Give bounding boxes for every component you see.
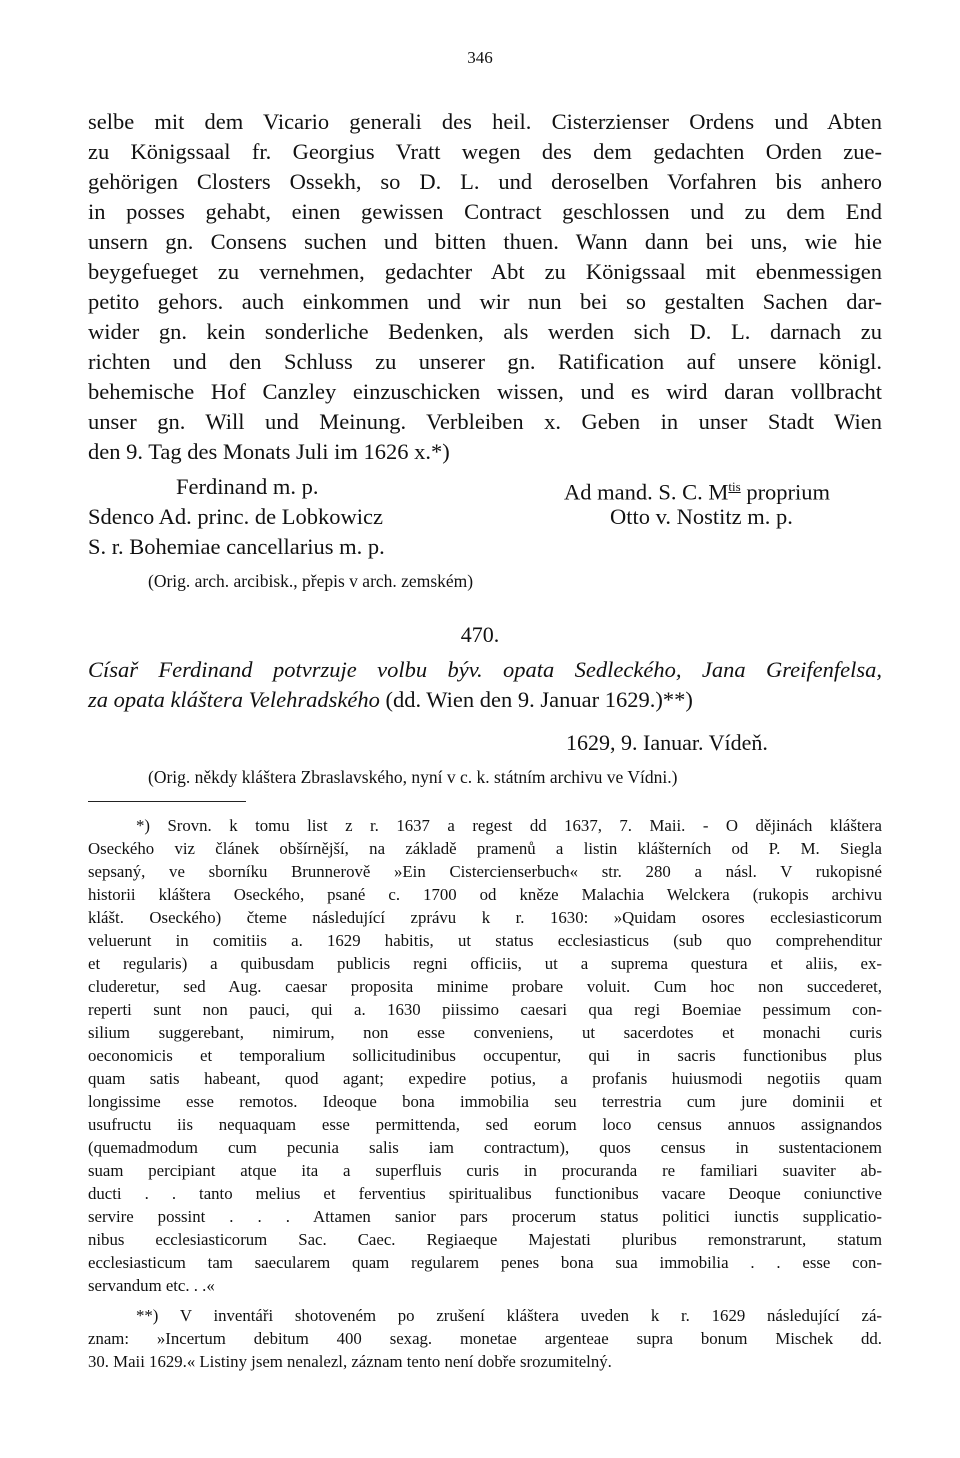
footnote-line: (quemadmodum cum pecunia salis iam contractum), quos census in sustentacionem [88, 1138, 882, 1157]
footnote-line: sepsaný, ve sborníku Brunnerově »Ein Cistercienserbuch« str. 280 a násl. V rukopisné [88, 862, 882, 881]
body-line: selbe mit dem Vicario generali des heil. Cisterzienser Ordens und Abten [88, 109, 882, 134]
document-date: 1629, 9. Ianuar. Vídeň. [566, 730, 768, 755]
footnote-line: servandum etc. . .« [88, 1276, 215, 1295]
orig-note-archive: (Orig. arch. arcibisk., přepis v arch. zemském) [148, 571, 474, 591]
body-line: den 9. Tag des Monats Juli im 1626 x.*) [88, 439, 450, 464]
document-title-italic: za opata kláštera Velehradského [88, 687, 380, 712]
orig-note-original: (Orig. někdy kláštera Zbraslavského, nyní v c. k. státním archivu ve Vídni.) [148, 767, 678, 787]
footnote-line: veluerunt in comitiis a. 1629 habitis, ut status ecclesiasticus (sub quo comprehenditur [88, 931, 882, 950]
body-line: behemische Hof Canzley einzuschicken wissen, und es wird daran vollbracht [88, 379, 882, 404]
footnote-line: ecclesiasticum tam saecularem quam regularem penes bona sua immobilia . . esse con- [88, 1253, 882, 1272]
footnote-line: znam: »Incertum debitum 400 sexag. monetae argenteae supra bonum Mischek dd. [88, 1329, 882, 1348]
body-line: unser gn. Will und Meinung. Verbleiben x. Geben in unser Stadt Wien [88, 409, 882, 434]
footnote-line: ducti . . tanto melius et ferventius spiritualibus functionibus vacare Deoque coniunctive [88, 1184, 882, 1203]
document-title-italic: Císař Ferdinand potvrzuje volbu býv. opata Sedleckého, Jana Greifenfelsa, [88, 657, 882, 682]
signature-ferdinand: Ferdinand m. p. [176, 474, 319, 499]
footnote-line: *) Srovn. k tomu list z r. 1637 a regest dd 1637, 7. Maii. - O dějinách kláštera [136, 816, 882, 835]
footnote-line: et regularis) a quibusdam publicis regni officiis, ut a suprema questura et aliis, ex- [88, 954, 882, 973]
footnote-line: historii kláštera Oseckého, psané c. 1700 od kněze Malachia Welckera (rukopis archivu [88, 885, 882, 904]
ad-mand-suffix: proprium [740, 479, 831, 505]
footnote-line: klášt. Oseckého) čteme následující zprávu k r. 1630: »Quidam osores ecclesiasticorum [88, 908, 882, 927]
signature-cancellarius: S. r. Bohemiae cancellarius m. p. [88, 534, 385, 559]
footnote-line: servire possint . . . Attamen sanior pars procerum status politici iunctis supplicatio- [88, 1207, 882, 1226]
body-line: beygefueget zu vernehmen, gedachter Abt zu Königssaal mit ebenmessigen [88, 259, 882, 284]
ad-mand-text: Ad mand. S. C. M [564, 479, 729, 505]
footnote-line: nibus ecclesiasticorum Sac. Caec. Regiaeque Majestati pluribus remonstrarunt, statum [88, 1230, 882, 1249]
signature-otto: Otto v. Nostitz m. p. [610, 504, 793, 529]
footnote-line: **) V inventáři shotoveném po zrušení kláštera uveden k r. 1629 následující zá- [136, 1306, 882, 1325]
page-number: 346 [467, 48, 493, 67]
footnote-line: longissime esse remotos. Ideoque bona immobilia seu terrestria cum jure dominii et [88, 1092, 882, 1111]
body-line: zu Königssaal fr. Georgius Vratt wegen des dem gedachten Orden zue- [88, 139, 882, 164]
footnote-line: oeconomicis et temporalium sollicitudinibus occupentur, qui in sacris functionibus plus [88, 1046, 882, 1065]
document-title-line [88, 686, 882, 714]
body-line: unsern gn. Consens suchen und bitten thuen. Wann dann bei uns, wie hie [88, 229, 882, 254]
body-line: gehörigen Closters Ossekh, so D. L. und deroselben Vorfahren bis anhero [88, 169, 882, 194]
footnote-line: Oseckého viz článek obšírnější, na základě pramenů a listin klášterních od P. M. Siegla [88, 839, 882, 858]
document-title-date: (dd. Wien den 9. Januar 1629.)**) [379, 687, 693, 712]
body-line: petito gehors. auch einkommen und wir nun bei so gestalten Sachen dar- [88, 289, 882, 314]
footnote-separator [88, 801, 246, 802]
body-line: richten und den Schluss zu unserer gn. Ratification auf unsere königl. [88, 349, 882, 374]
signature-ad-mandatum [564, 473, 830, 507]
body-line: wider gn. kein sonderliche Bedenken, als werden sich D. L. darnach zu [88, 319, 882, 344]
footnote-line: 30. Maii 1629.« Listiny jsem nenalezl, záznam tento není dobře srozumitelný. [88, 1352, 612, 1371]
footnote-line: reperti sunt non pauci, qui a. 1630 piissimo caesari qua regi Boemiae pessimum con- [88, 1000, 882, 1019]
footnote-line: cluderetur, sed Aug. caesar proposita minime probare voluit. Cum hoc non succederet, [88, 977, 882, 996]
ad-mand-superscript: tis [728, 479, 741, 494]
footnote-line: suam percipiant atque ita a superfluis curis in procuranda re familiari suaviter ab- [88, 1161, 882, 1180]
footnote-line: usufructu iis nequaquam esse permittenda, sed eorum loco census annuos assignandos [88, 1115, 882, 1134]
document-number: 470. [460, 622, 500, 647]
footnote-line: silium suggerebant, nimirum, non esse conveniens, ut sacerdotes et monachi curis [88, 1023, 882, 1042]
document-title-line [88, 656, 882, 684]
footnote-line: quam satis habeant, quod agant; expedire potius, a profanis huiusmodi negotiis quam [88, 1069, 882, 1088]
signature-sdenco: Sdenco Ad. princ. de Lobkowicz [88, 504, 383, 529]
body-line: in posses gehabt, einen gewissen Contract geschlossen und zu dem End [88, 199, 882, 224]
